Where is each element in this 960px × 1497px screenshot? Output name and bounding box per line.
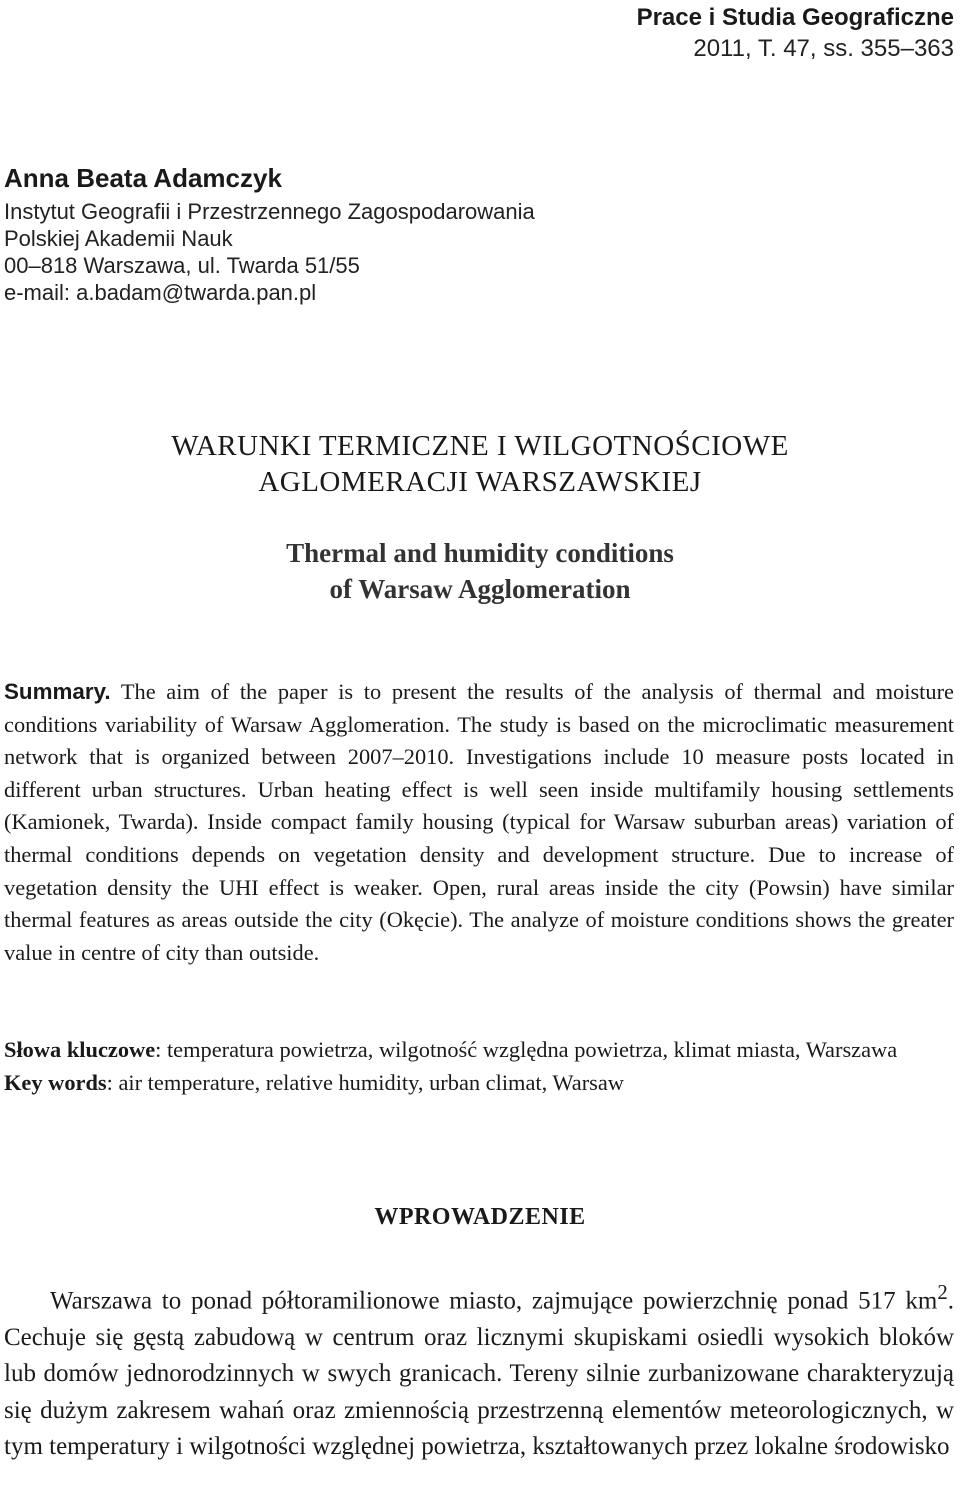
intro-text-part-2: . Cechuje się gęstą zabudową w centrum oraz licznymi skupiskami osiedli wysokich bloków lub domów jednorodzinnych w swych granicach. Tereny silnie zurbanizowane charakteryzują się dużym zakresem wahań oraz zmiennością przestrzenną elementów meteorologicznych, w tym temperatury i wilgotności względnej powietrza, kształtowanych przez lokalne środowisko bbox=[4, 1287, 954, 1461]
keywords-block bbox=[4, 1034, 954, 1099]
summary-text: The aim of the paper is to present the results of the analysis of thermal and moisture conditions variability of Warsaw Agglomeration. The study is based on the microclimatic measurement network that is organized between 2007–2010. Investigations include 10 measure posts located in different urban structures. Urban heating effect is well seen inside multifamily housing settlements (Kamionek, Twarda). Inside compact family housing (typical for Warsaw suburban areas) variation of thermal conditions depends on vegetation density and development structure. Due to increase of vegetation density the UHI effect is weaker. Open, rural areas inside the city (Powsin) have similar thermal features as areas outside the city (Okęcie). The analyze of moisture conditions shows the greater value in centre of city than outside. bbox=[4, 679, 954, 965]
journal-name: Prace i Studia Geograficzne bbox=[636, 4, 954, 31]
keywords-polish-text: : temperatura powietrza, wilgotność względna powietrza, klimat miasta, Warszawa bbox=[155, 1037, 898, 1062]
title-polish bbox=[0, 428, 960, 500]
title-english bbox=[0, 535, 960, 607]
author-address: 00–818 Warszawa, ul. Twarda 51/55 bbox=[4, 253, 360, 278]
author-block bbox=[4, 160, 535, 306]
title-english-line-1: Thermal and humidity conditions bbox=[286, 538, 674, 568]
title-polish-line-1: WARUNKI TERMICZNE I WILGOTNOŚCIOWE bbox=[171, 430, 789, 462]
title-polish-line-2: AGLOMERACJI WARSZAWSKIEJ bbox=[258, 466, 702, 498]
title-english-line-2: of Warsaw Agglomeration bbox=[329, 574, 631, 604]
section-heading: WPROWADZENIE bbox=[374, 1204, 586, 1230]
author-email: e-mail: a.badam@twarda.pan.pl bbox=[4, 280, 317, 305]
author-affiliation-2: Polskiej Akademii Nauk bbox=[4, 226, 233, 251]
keywords-english-text: : air temperature, relative humidity, urban climat, Warsaw bbox=[106, 1069, 624, 1095]
author-name: Anna Beata Adamczyk bbox=[4, 163, 282, 193]
summary-label: Summary. bbox=[4, 679, 111, 704]
summary-paragraph bbox=[4, 676, 954, 969]
intro-text bbox=[4, 1274, 954, 1466]
intro-text-part-1: Warszawa to ponad półtoramilionowe miasto, zajmujące powierzchnię ponad 517 km bbox=[50, 1287, 938, 1315]
intro-paragraph bbox=[4, 1274, 954, 1466]
keywords-polish bbox=[4, 1034, 954, 1067]
journal-header bbox=[637, 2, 954, 64]
keywords-english bbox=[4, 1067, 954, 1100]
keywords-english-label: Key words bbox=[4, 1069, 107, 1095]
author-affiliation-1: Instytut Geografii i Przestrzennego Zagospodarowania bbox=[4, 199, 535, 224]
journal-volume: 2011, T. 47, ss. 355–363 bbox=[693, 35, 954, 62]
keywords-polish-label: Słowa kluczowe bbox=[4, 1037, 156, 1062]
intro-superscript: 2 bbox=[937, 1280, 948, 1304]
